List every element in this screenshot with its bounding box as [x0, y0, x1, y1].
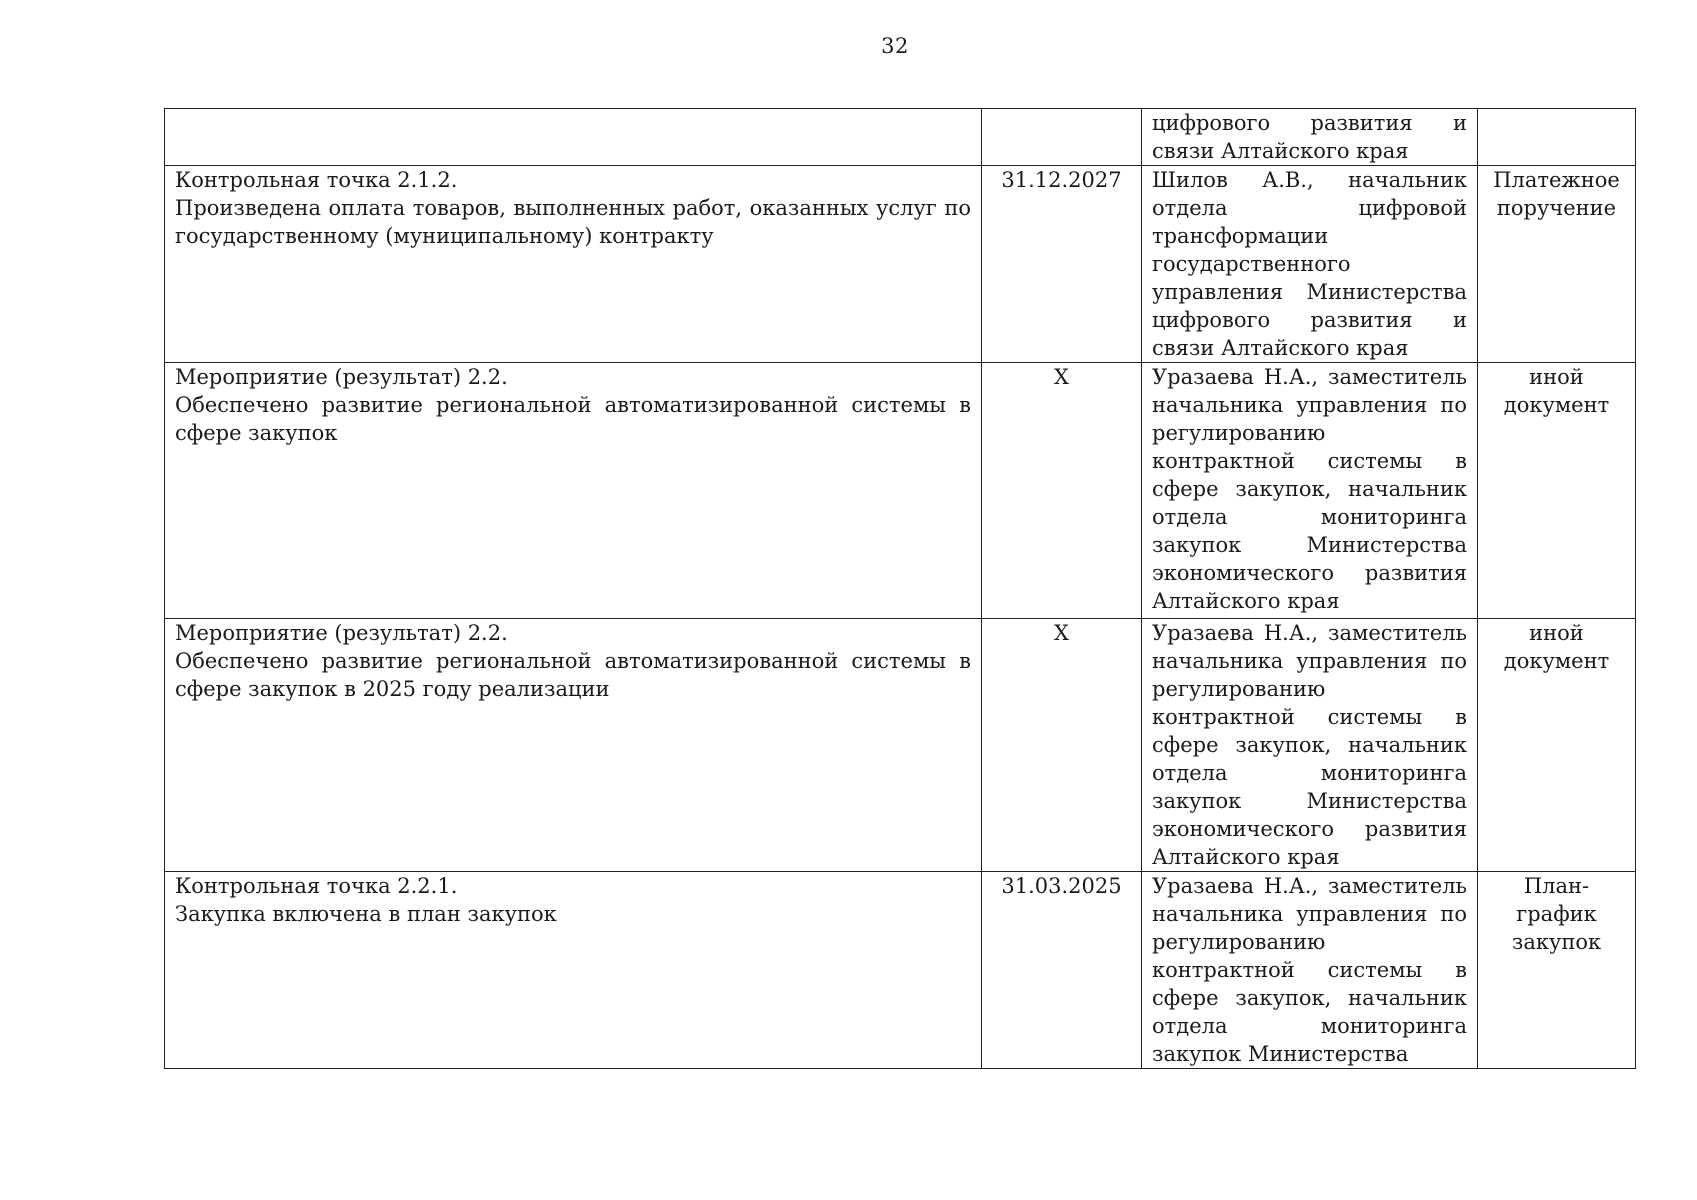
document-cell: иной документ	[1478, 363, 1636, 619]
responsible-cell: Шилов А.В., начальник отдела цифровой трансформации государственного управления Министерства цифрового развития и связи Алтайского края	[1142, 166, 1478, 363]
event-cell	[165, 166, 982, 363]
responsible-cell: Уразаева Н.А., заместитель начальника управления по регулированию контрактной системы в сфере закупок, начальник отдела мониторинга закупок Министерства экономического развития Алтайского края	[1142, 363, 1478, 619]
deadline-cell	[982, 109, 1142, 166]
table-row	[165, 109, 1636, 166]
table-row	[165, 363, 1636, 619]
event-title: Контрольная точка 2.1.2.	[175, 168, 458, 192]
event-description: Закупка включена в план закупок	[175, 902, 557, 926]
event-cell	[165, 619, 982, 872]
deadline-cell: X	[982, 363, 1142, 619]
page-number: 32	[881, 34, 909, 58]
document-cell: План-график закупок	[1478, 872, 1636, 1069]
event-description: Произведена оплата товаров, выполненных работ, оказанных услуг по государственному (муниципальному) контракту	[175, 196, 971, 248]
deadline-cell: X	[982, 619, 1142, 872]
event-cell	[165, 363, 982, 619]
responsible-cell: Уразаева Н.А., заместитель начальника управления по регулированию контрактной системы в сфере закупок, начальник отдела мониторинга закупок Министерства	[1142, 872, 1478, 1069]
event-cell	[165, 872, 982, 1069]
event-description: Обеспечено развитие региональной автоматизированной системы в сфере закупок в 2025 году реализации	[175, 649, 971, 701]
deadline-cell: 31.03.2025	[982, 872, 1142, 1069]
event-title: Мероприятие (результат) 2.2.	[175, 365, 508, 389]
deadline-cell: 31.12.2027	[982, 166, 1142, 363]
event-cell	[165, 109, 982, 166]
plan-table	[164, 108, 1636, 1069]
table-row	[165, 872, 1636, 1069]
event-title: Контрольная точка 2.2.1.	[175, 874, 458, 898]
event-description: Обеспечено развитие региональной автоматизированной системы в сфере закупок	[175, 393, 971, 445]
responsible-cell: цифрового развития и связи Алтайского края	[1142, 109, 1478, 166]
document-cell: Платежное поручение	[1478, 166, 1636, 363]
document-cell: иной документ	[1478, 619, 1636, 872]
table-row	[165, 619, 1636, 872]
table-row	[165, 166, 1636, 363]
document-cell	[1478, 109, 1636, 166]
event-title: Мероприятие (результат) 2.2.	[175, 621, 508, 645]
responsible-cell: Уразаева Н.А., заместитель начальника управления по регулированию контрактной системы в сфере закупок, начальник отдела мониторинга закупок Министерства экономического развития Алтайского края	[1142, 619, 1478, 872]
